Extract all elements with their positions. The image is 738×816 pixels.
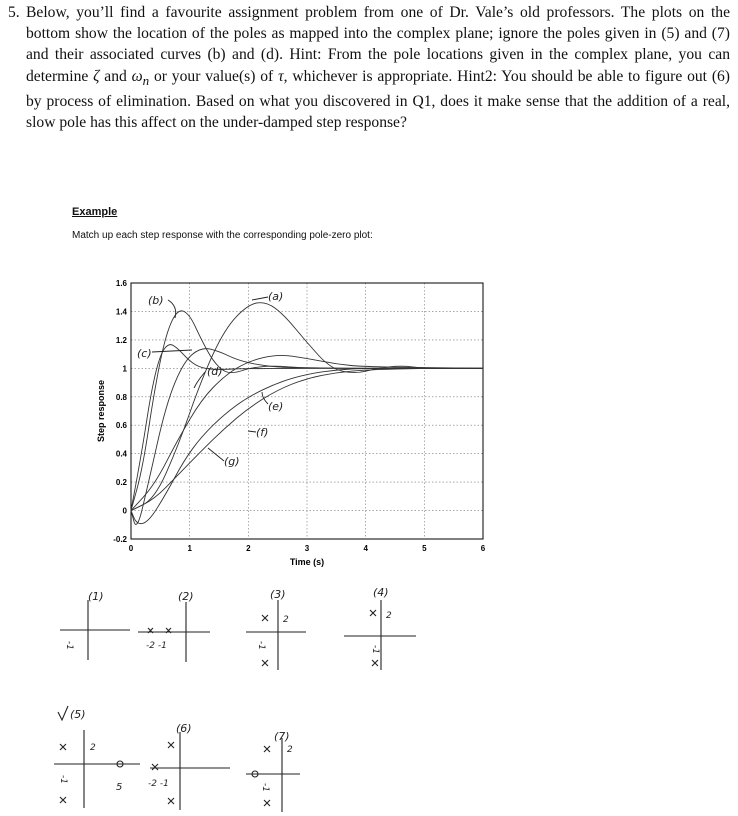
y-tick-label: 0.2 <box>115 478 127 488</box>
pole-plot-3-tick-im: 2 <box>283 615 289 625</box>
pole-plot-5 <box>54 706 140 808</box>
problem-text-a: Below, you’ll find a favourite assignment problem from one of Dr. Vale’s old professors. The plots on the bottom show the location of the poles as mapped into the complex plane; ignore the poles given in (5) and (7) and their associated curves (b) and (d). Hint: From the pole locations given in the complex plane, you can determine <box>26 4 730 85</box>
y-axis-label: Step response <box>96 379 106 443</box>
example-title: Example <box>72 206 118 218</box>
pole-plot-4-tick-im: 2 <box>386 611 392 621</box>
pole-zero-plots <box>54 586 416 812</box>
label-curve-d: (d) <box>207 365 223 378</box>
pole-plot-7-tick-re: -1 <box>260 783 270 792</box>
leader-b <box>168 300 176 318</box>
pole-plot-2-label: (2) <box>178 590 194 603</box>
pole-plot-6 <box>148 722 230 810</box>
pole-plot-7-tick-im: 2 <box>287 745 293 755</box>
pole-plot-1-label: (1) <box>88 590 104 603</box>
pole-plot-5-tick-im: 2 <box>90 743 96 753</box>
pole-plot-1-tick: -1 <box>64 641 74 650</box>
y-tick-label: 0.4 <box>115 449 127 459</box>
y-tick-label: 0.8 <box>115 392 127 402</box>
label-curve-b: (b) <box>148 294 164 307</box>
leader-f <box>248 431 256 432</box>
label-curve-c: (c) <box>137 347 152 360</box>
x-tick-label: 5 <box>422 544 427 553</box>
pole-plot-3-tick-re: -1 <box>256 641 266 650</box>
series-line-b <box>131 311 483 511</box>
pole-plot-5-tick-zero: 5 <box>116 782 123 793</box>
pole-plot-1 <box>60 590 130 660</box>
grid-layer <box>131 283 483 539</box>
x-tick-label: 6 <box>480 544 486 553</box>
y-tick-label: 1 <box>122 364 127 374</box>
pole-plot-5-tick-re: -1 <box>58 775 68 784</box>
x-tick-label: 0 <box>128 544 134 553</box>
y-tick-label: 1.6 <box>115 279 127 288</box>
pole-plot-6-label: (6) <box>176 722 192 735</box>
leader-c <box>152 350 192 352</box>
pole-plot-7-label: (7) <box>274 730 290 743</box>
tick-labels <box>113 279 486 553</box>
omega-symbol: ω <box>131 67 143 85</box>
curve-annotations <box>137 290 283 468</box>
leader-a <box>252 297 268 300</box>
pole-plot-4-tick-re: -1 <box>370 645 380 654</box>
pole-plot-4-label: (4) <box>373 586 389 599</box>
label-curve-g: (g) <box>224 455 240 468</box>
x-axis-label: Time (s) <box>289 557 325 567</box>
y-tick-label: 1.4 <box>115 307 127 317</box>
x-tick-label: 4 <box>363 544 368 553</box>
problem-text-c: or your value(s) of <box>149 67 279 85</box>
label-curve-a: (a) <box>268 290 284 303</box>
x-tick-label: 3 <box>304 544 310 553</box>
pole-plot-3 <box>246 588 306 670</box>
pole-plot-5-label: (5) <box>70 708 86 721</box>
pole-plot-4 <box>344 586 416 670</box>
pole-plot-3-label: (3) <box>270 588 286 601</box>
problem-text-d: , whichever is appropriate. Hint2: You should be able to figure out (6) by process of elimination. Based on what you discovered in Q1, does it make sense that the addition of a real, slow pole has this affect on the under-damped step response? <box>26 67 731 132</box>
zeta-symbol: ζ <box>93 67 100 85</box>
problem-text-b: and <box>99 67 132 85</box>
series-line-f <box>131 368 483 510</box>
pole-plot-2 <box>138 590 210 662</box>
pole-plot-2-tick: -2 -1 <box>146 641 167 651</box>
pole-plot-6-tick: -2 -1 <box>148 779 169 789</box>
label-curve-f: (f) <box>256 426 269 439</box>
problem-number: 5. <box>8 4 20 21</box>
omega-subscript: n <box>142 72 150 88</box>
tau-symbol: τ <box>278 67 284 85</box>
pole-plot-7 <box>246 730 300 812</box>
leader-g <box>208 448 224 461</box>
label-curve-e: (e) <box>268 400 284 413</box>
y-tick-label: 1.2 <box>115 335 127 345</box>
example-subtitle: Match up each step response with the corresponding pole-zero plot: <box>72 230 373 241</box>
y-tick-label: 0 <box>122 506 127 516</box>
x-tick-label: 1 <box>187 544 192 553</box>
y-tick-label: -0.2 <box>113 535 127 544</box>
x-tick-label: 2 <box>246 544 251 553</box>
y-tick-label: 0.6 <box>115 421 127 431</box>
